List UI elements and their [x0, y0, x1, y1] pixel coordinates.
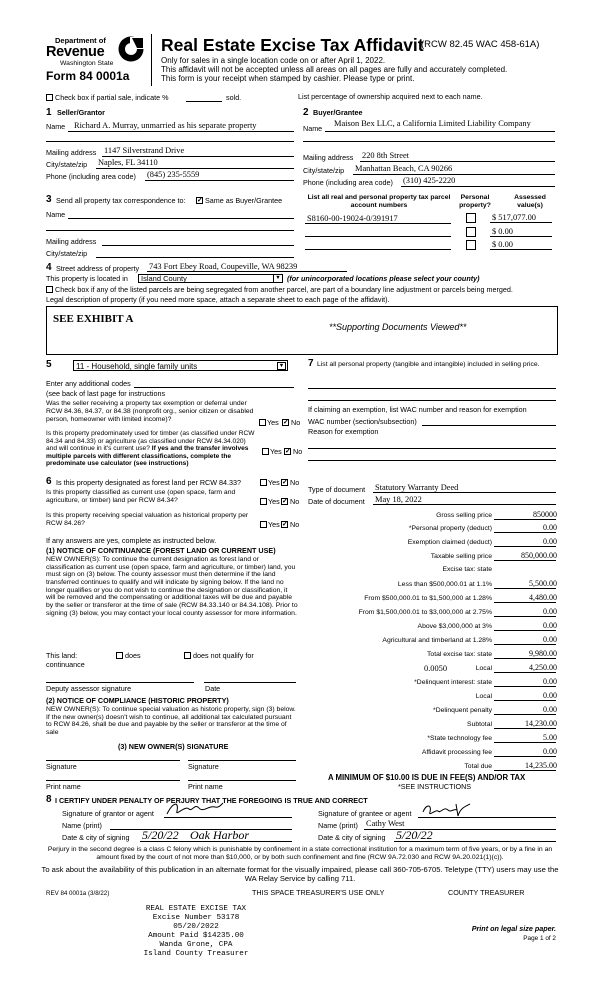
- buyer-section-number: 2: [303, 107, 309, 118]
- seller-city-label: City/state/zip: [46, 160, 88, 169]
- list-percentage-note: List percentage of ownership acquired next to each name.: [298, 92, 483, 101]
- street-value[interactable]: 743 Fort Ebey Road, Coupeville, WA 98239: [149, 262, 298, 271]
- parcel-account-line: [305, 249, 451, 250]
- unincorporated-note: (for unincorporated locations please select your county): [287, 274, 480, 283]
- seller-name-line2: [46, 141, 294, 142]
- wac-number-line[interactable]: [422, 425, 556, 426]
- tax-row-line: [494, 616, 556, 617]
- corr-heading: Send all property tax correspondence to:: [56, 196, 186, 205]
- local-tax-label: Local: [475, 665, 492, 672]
- tax-row-label: Above $3,000,000 at 3%: [417, 623, 492, 630]
- seller-phone-value[interactable]: (845) 235-5559: [147, 170, 200, 179]
- parcel-assessed-value[interactable]: $ 0.00: [492, 227, 513, 236]
- seller-name-value[interactable]: Richard A. Murray, unmarried as his separate property: [74, 121, 257, 130]
- does-not-label: does not qualify for: [193, 651, 254, 660]
- owner-signature-label-1: Signature: [46, 762, 77, 771]
- county-select-value: Island County: [141, 274, 187, 283]
- corr-same-label: Same as Buyer/Grantee: [205, 196, 283, 205]
- no-label: No: [291, 418, 301, 427]
- county-select[interactable]: [138, 274, 283, 283]
- instructed-note: If any answers are yes, complete as instructed below.: [46, 536, 217, 545]
- forest-yes-checkbox[interactable]: [260, 479, 267, 486]
- grantee-signature: [420, 800, 472, 820]
- corr-mailing-label: Mailing address: [46, 237, 97, 246]
- treasurer-use-label: THIS SPACE TREASURER'S USE ONLY: [252, 888, 385, 897]
- parcel-col-assessed: Assessed value(s): [514, 194, 546, 209]
- notice-continuance-body: NEW OWNER(S): To continue the current designation as forest land or classification as current use (open space, farm and agriculture, or timber) land, you must sign on (3) below. The county assessor must then determine if the land transferred continues to qualify and will indicate by signing below. If the land no longer qualifies or you do not wish to continue the designation or classification, it will be removed and the compensating or additional taxes will be due and payable by the seller or transferor at the time of sale (RCW 84.33.140 or 84.34.108). Prior to signing (3) below, you may contact your local county assessor for more information.: [46, 556, 298, 617]
- yes-label: Yes: [268, 497, 280, 506]
- doc-type-label: Type of document: [308, 485, 366, 494]
- grantor-date-line: [140, 841, 292, 842]
- personal-property-checkbox[interactable]: [466, 240, 476, 250]
- exemption-question: Was the seller receiving a property tax exemption or deferral under RCW 84.36, 84.37, or 84.38 (nonprofit org., senior citizen or disabled person, homeowner with limited income)?: [46, 400, 254, 423]
- deputy-date-label: Date: [205, 684, 221, 693]
- tax-row-line: [494, 672, 556, 673]
- use-section-number: 5: [46, 359, 52, 370]
- no-label: No: [290, 497, 300, 506]
- tax-row-label: Gross selling price: [436, 512, 492, 519]
- this-land-label: This land:: [46, 651, 78, 660]
- grantor-city-value[interactable]: Oak Harbor: [190, 828, 249, 842]
- owner-print-line-2[interactable]: [188, 780, 296, 781]
- doc-type-value[interactable]: Statutory Warranty Deed: [375, 483, 459, 492]
- buyer-name-line: [325, 131, 555, 132]
- grantor-signature: [165, 799, 225, 819]
- buyer-name-label: Name: [303, 124, 323, 133]
- seller-section-number: 1: [46, 107, 52, 118]
- located-label: This property is located in: [46, 274, 128, 283]
- parcel-assessed-line: [490, 236, 552, 237]
- tax-row-label: Affidavit processing fee: [421, 749, 492, 756]
- wac-number-label: WAC number (section/subsection): [308, 417, 417, 426]
- buyer-phone-value[interactable]: (310) 425-2220: [403, 176, 456, 185]
- tax-row-value[interactable]: 0.00: [543, 523, 557, 532]
- buyer-city-label: City/state/zip: [303, 166, 345, 175]
- yes-label: Yes: [270, 447, 282, 456]
- legal-description-label: Legal description of property (if you need more space, attach a separate sheet to each page of the affidavit).: [46, 295, 390, 304]
- grantee-signature-label: Signature of grantee or agent: [318, 809, 412, 818]
- personal-property-line-2[interactable]: [308, 400, 556, 401]
- legal-description-box[interactable]: [46, 306, 558, 355]
- seller-name-label: Name: [46, 122, 66, 131]
- tax-row-line: [494, 742, 556, 743]
- legal-description-value: SEE EXHIBIT A: [53, 313, 134, 325]
- yes-label: Yes: [268, 478, 280, 487]
- tax-row-value[interactable]: 14,230.00: [525, 719, 557, 728]
- buyer-name-value[interactable]: Maison Bex LLC, a California Limited Liability Company: [334, 119, 531, 128]
- tax-row-line: [494, 588, 556, 589]
- alternate-format-notice: To ask about the availability of this publication in an alternate format for the visually impaired, please call 360-705-6705. Teletype (TTY) users may use the WA Relay Service by calling 711.: [41, 865, 559, 883]
- header-sub1: Only for sales in a single location code on or after April 1, 2022.: [161, 56, 386, 65]
- use-code-value: 11 - Household, single family units: [76, 362, 198, 371]
- tax-row-value[interactable]: 9,980.00: [529, 649, 557, 658]
- form-title-ref: (RCW 82.45 WAC 458-61A): [421, 39, 540, 50]
- additional-codes-label: Enter any additional codes: [46, 379, 131, 388]
- page-number: Page 1 of 2: [523, 935, 556, 942]
- tax-row-value[interactable]: 14,235.00: [525, 761, 557, 770]
- tax-row-line: [494, 770, 556, 771]
- corr-name-line[interactable]: [68, 218, 294, 219]
- buyer-city-line: [353, 174, 555, 175]
- revision-label: REV 84 0001a (3/8/22): [46, 890, 110, 897]
- deputy-signature-line[interactable]: [46, 682, 194, 683]
- personal-property-checkbox[interactable]: [466, 227, 476, 237]
- seller-heading: Seller/Grantor: [57, 108, 105, 117]
- use-code-select[interactable]: [73, 360, 288, 371]
- tax-row-value[interactable]: 0.00: [543, 537, 557, 546]
- current-use-no-checkbox[interactable]: ✓: [282, 498, 288, 505]
- doc-date-value[interactable]: May 18, 2022: [375, 495, 422, 504]
- tax-row-label: *State technology fee: [427, 735, 492, 742]
- exemption-reason-line-2[interactable]: [308, 460, 556, 461]
- tax-row-label: Less than $500,000.01 at 1.1%: [397, 581, 492, 588]
- tax-row-value[interactable]: 0.00: [543, 691, 557, 700]
- tax-row-label: Exemption claimed (deduct): [407, 539, 492, 546]
- form-number: Form 84 0001a: [46, 69, 130, 83]
- timber-yes-checkbox[interactable]: [262, 448, 269, 455]
- tax-row-value[interactable]: 850,000.00: [521, 551, 557, 560]
- historic-question: Is this property receiving special valuation as historical property per RCW 84.26?: [46, 512, 249, 527]
- grantor-date-label: Date & city of signing: [62, 833, 130, 842]
- forest-no-checkbox[interactable]: ✓: [282, 479, 288, 486]
- tax-row-label: From $500,000.01 to $1,500,000 at 1.28%: [364, 595, 492, 602]
- continuance-label: continuance: [46, 660, 85, 669]
- seller-city-line: [96, 168, 294, 169]
- doc-date-label: Date of document: [308, 497, 365, 506]
- tax-row-line: [494, 532, 556, 533]
- corr-city-label: City/state/zip: [46, 249, 88, 258]
- receipt-line: Island County Treasurer: [143, 950, 249, 958]
- tax-row-line: [494, 560, 556, 561]
- corr-same-checkbox[interactable]: ✓: [197, 197, 203, 204]
- buyer-name-line2: [303, 141, 555, 142]
- deputy-date-line[interactable]: [204, 682, 296, 683]
- dept-line3: Washington State: [60, 60, 114, 67]
- deputy-signature-label: Deputy assessor signature: [46, 684, 132, 693]
- tax-row-line: [494, 728, 556, 729]
- buyer-city-value[interactable]: Manhattan Beach, CA 90266: [355, 164, 453, 173]
- owner-signature-line-2[interactable]: [188, 760, 296, 761]
- grantee-date-value[interactable]: 5/20/22: [396, 828, 433, 842]
- seller-mailing-label: Mailing address: [46, 148, 97, 157]
- local-rate-value[interactable]: 0.0050: [424, 664, 448, 673]
- timber-question-a: Is this property predominately used for timber (as classified under RCW 84.34 and 84.33) or agriculture (as classified under RCW 84.34.020) and will continue in it's current use?: [46, 430, 255, 453]
- tax-row-value[interactable]: 0.00: [543, 635, 557, 644]
- buyer-mailing-value[interactable]: 220 8th Street: [362, 151, 409, 160]
- segregated-checkbox[interactable]: [46, 286, 53, 293]
- tax-row-label: *Delinquent interest: state: [414, 679, 492, 686]
- header-divider: [151, 34, 152, 86]
- tax-row-label: *Delinquent penalty: [433, 707, 492, 714]
- tax-row-line: [494, 658, 556, 659]
- additional-codes-line[interactable]: [134, 387, 294, 388]
- timber-no-checkbox[interactable]: ✓: [285, 448, 291, 455]
- tax-row-label: From $1,500,000.01 to $3,000,000 at 2.75%: [358, 609, 492, 616]
- tax-row-value[interactable]: 0.00: [543, 705, 557, 714]
- see-instructions-note: *SEE INSTRUCTIONS: [398, 782, 472, 791]
- dor-seal-icon: [117, 34, 145, 64]
- parcel-assessed-line: [490, 249, 552, 250]
- form-title: Real Estate Excise Tax Affidavit: [161, 35, 424, 55]
- personal-property-checkbox[interactable]: [466, 213, 476, 223]
- minimum-fee-note: A MINIMUM OF $10.00 IS DUE IN FEE(S) AND/OR TAX: [328, 773, 526, 782]
- tax-row-line: [494, 602, 556, 603]
- partial-sale-label: Check box if partial sale, indicate %: [55, 93, 169, 102]
- no-label: No: [293, 447, 303, 456]
- tax-row-value[interactable]: 0.00: [543, 607, 557, 616]
- seller-name-line: [68, 131, 294, 132]
- perjury-notice: Perjury in the second degree is a class C felony which is punishable by confinement in a state correctional institution for a maximum term of five years, or by a fine in an amount fixed by the court of not more than $10,000, or by both such confinement and fine (RCW 9A.72.030 and RCW 9A.20.021(1)(c)).: [47, 846, 553, 861]
- corr-city-line[interactable]: [96, 257, 294, 258]
- seller-mailing-value[interactable]: 1147 Silverstrand Drive: [104, 146, 185, 155]
- grantee-date-line: [394, 841, 556, 842]
- dept-line2: Revenue: [46, 44, 105, 60]
- timber-question: [46, 430, 258, 468]
- owner-print-label-2: Print name: [188, 782, 223, 791]
- receipt-line: REAL ESTATE EXCISE TAX: [145, 905, 247, 913]
- parcel-assessed-value[interactable]: $ 0.00: [492, 240, 513, 249]
- see-back-note: (see back of last page for instructions: [46, 389, 166, 398]
- partial-sold-label: sold.: [226, 93, 242, 102]
- corr-name-line2: [46, 230, 294, 231]
- certify-statement: I CERTIFY UNDER PENALTY OF PERJURY THAT THE FOREGOING IS TRUE AND CORRECT: [55, 796, 368, 805]
- tax-row-line: [494, 756, 556, 757]
- parcel-account-line: [305, 223, 451, 224]
- tax-row-value[interactable]: 5.00: [543, 733, 557, 742]
- exemption-reason-line-1[interactable]: [308, 448, 556, 449]
- tax-row-line: [494, 546, 556, 547]
- tax-row-line: [494, 714, 556, 715]
- parcel-col-personal: Personal property?: [459, 194, 491, 209]
- doc-date-line: [373, 504, 556, 505]
- grantor-signature-label: Signature of grantor or agent: [62, 809, 154, 818]
- tax-row-label: Local: [475, 693, 492, 700]
- current-use-yes-checkbox[interactable]: [260, 498, 267, 505]
- seller-city-value[interactable]: Naples, FL 34110: [98, 158, 158, 167]
- yes-label: Yes: [267, 418, 279, 427]
- notice-continuance-heading: (1) NOTICE OF CONTINUANCE (FOREST LAND OR CURRENT USE): [46, 546, 276, 555]
- personal-property-list-label: List all personal property (tangible and intangible) included in selling price.: [317, 361, 540, 368]
- chevron-down-icon[interactable]: ▼: [273, 275, 282, 283]
- timber-question-b: If yes and the transfer involves multiple parcels with different classifications, complete the predominate use calculator (see instructions): [46, 445, 249, 468]
- seller-phone-label: Phone (including area code): [46, 172, 136, 181]
- receipt-line: Wanda Grone, CPA: [159, 941, 233, 949]
- yes-label: Yes: [268, 520, 280, 529]
- receipt-line: 05/20/2022: [173, 923, 219, 931]
- does-label: does: [125, 651, 141, 660]
- receipt-line: Excise Number 53178: [152, 914, 240, 922]
- does-checkbox[interactable]: [116, 652, 123, 659]
- segregated-label: Check box if any of the listed parcels are being segregated from another parcel, are part of a boundary line adjustment or parcels being merged.: [55, 285, 513, 294]
- grantor-print-label: Name (print): [62, 821, 102, 830]
- owner-signature-line-1[interactable]: [46, 760, 180, 761]
- owner-print-label-1: Print name: [46, 782, 81, 791]
- header-sub3: This form is your receipt when stamped by cashier. Please type or print.: [161, 74, 415, 83]
- grantee-print-value[interactable]: Cathy West: [366, 819, 405, 828]
- sec6-number: 6: [46, 476, 52, 487]
- tax-row-line: [494, 630, 556, 631]
- buyer-mailing-line: [360, 161, 555, 162]
- parcel-account-value[interactable]: S8160-00-19024-0/391917: [307, 214, 398, 223]
- local-tax-value[interactable]: 4,250.00: [529, 663, 557, 672]
- grantee-date-label: Date & city of signing: [318, 833, 386, 842]
- tax-row-line: [494, 686, 556, 687]
- buyer-heading: Buyer/Grantee: [313, 108, 363, 117]
- street-line: [147, 271, 347, 272]
- corr-section-number: 3: [46, 194, 52, 205]
- corr-mailing-line[interactable]: [102, 245, 294, 246]
- owner-print-line-1[interactable]: [46, 780, 180, 781]
- supporting-docs-stamp: **Supporting Documents Viewed**: [329, 322, 467, 332]
- tax-row-label: *Personal property (deduct): [408, 525, 492, 532]
- current-use-question: Is this property classified as current use (open space, farm and agriculture, or timber) land per RCW 84.34?: [46, 489, 236, 504]
- tax-row-label: Total due: [464, 763, 492, 770]
- parcel-account-line: [305, 236, 451, 237]
- tax-row-line: [494, 700, 556, 701]
- no-label: No: [290, 478, 300, 487]
- property-section-number: 4: [46, 262, 52, 273]
- historic-no-checkbox[interactable]: ✓: [282, 521, 288, 528]
- tax-row-label: Subtotal: [467, 721, 492, 728]
- notice-compliance-heading: (2) NOTICE OF COMPLIANCE (HISTORIC PROPERTY): [46, 696, 229, 705]
- sec8-number: 8: [46, 794, 52, 805]
- exemption-reason-label: Reason for exemption: [308, 427, 379, 436]
- dept-line1: Department of: [55, 36, 106, 45]
- seller-mailing-line: [102, 156, 294, 157]
- owner-signature-label-2: Signature: [188, 762, 219, 771]
- personal-property-line-1[interactable]: [308, 388, 556, 389]
- doc-type-line: [373, 492, 556, 493]
- tax-row-value[interactable]: 0.00: [543, 677, 557, 686]
- corr-name-label: Name: [46, 210, 66, 219]
- no-label: No: [290, 520, 300, 529]
- notice-compliance-body: NEW OWNER(S): To continue special valuation as historic property, sign (3) below. If the new owner(s) doesn't wish to continue, all additional tax calculated pursuant to RCW 84.26, shall be due and payable by the seller or transferor at the time of sale: [46, 706, 296, 737]
- grantor-date-value[interactable]: 5/20/22: [142, 828, 179, 842]
- forest-question: Is this property designated as forest land per RCW 84.33?: [56, 478, 241, 487]
- does-not-checkbox[interactable]: [184, 652, 191, 659]
- header-sub2: This affidavit will not be accepted unless all areas on all pages are fully and accurately completed.: [161, 65, 508, 74]
- partial-sale-checkbox[interactable]: [46, 94, 53, 101]
- tax-row-value[interactable]: 0.00: [543, 621, 557, 630]
- new-owner-signature-heading: (3) NEW OWNER(S) SIGNATURE: [118, 742, 229, 751]
- tax-row-label: Excise tax: state: [442, 566, 492, 573]
- tax-row-value[interactable]: 5,500.00: [529, 579, 557, 588]
- tax-row-line: [494, 519, 556, 520]
- sec7-number: 7: [308, 358, 314, 369]
- parcel-assessed-value[interactable]: $ 517,077.00: [492, 213, 536, 222]
- tax-row-value[interactable]: 0.00: [543, 747, 557, 756]
- historic-yes-checkbox[interactable]: [260, 521, 267, 528]
- buyer-mailing-label: Mailing address: [303, 153, 354, 162]
- buyer-phone-label: Phone (including area code): [303, 178, 393, 187]
- parcel-assessed-line: [490, 222, 552, 223]
- partial-percent-field[interactable]: [186, 101, 222, 102]
- seller-phone-line: [145, 180, 294, 181]
- exemption-yes-checkbox[interactable]: [259, 419, 266, 426]
- tax-row-label: Total excise tax: state: [427, 651, 492, 658]
- county-treasurer-label: COUNTY TREASURER: [448, 888, 525, 897]
- exemption-no-checkbox[interactable]: ✓: [283, 419, 289, 426]
- legal-paper-note: Print on legal size paper.: [471, 924, 556, 933]
- chevron-down-icon[interactable]: ▼: [278, 363, 285, 369]
- parcel-col-account: List all real and personal property tax parcel account numbers: [307, 194, 451, 209]
- tax-row-label: Agricultural and timberland at 1.28%: [382, 637, 492, 644]
- street-label: Street address of property: [56, 264, 140, 273]
- buyer-phone-line: [401, 186, 555, 187]
- tax-row-label: Taxable selling price: [430, 553, 492, 560]
- grantee-print-label: Name (print): [318, 821, 358, 830]
- tax-row-value[interactable]: 4,480.00: [529, 593, 557, 602]
- tax-row-line: [494, 644, 556, 645]
- exemption-claim-label: If claiming an exemption, list WAC number and reason for exemption: [308, 405, 527, 414]
- tax-row-value[interactable]: 850000: [533, 510, 557, 519]
- receipt-line: Amount Paid $14235.00: [148, 932, 244, 940]
- grantee-print-line: [364, 829, 556, 830]
